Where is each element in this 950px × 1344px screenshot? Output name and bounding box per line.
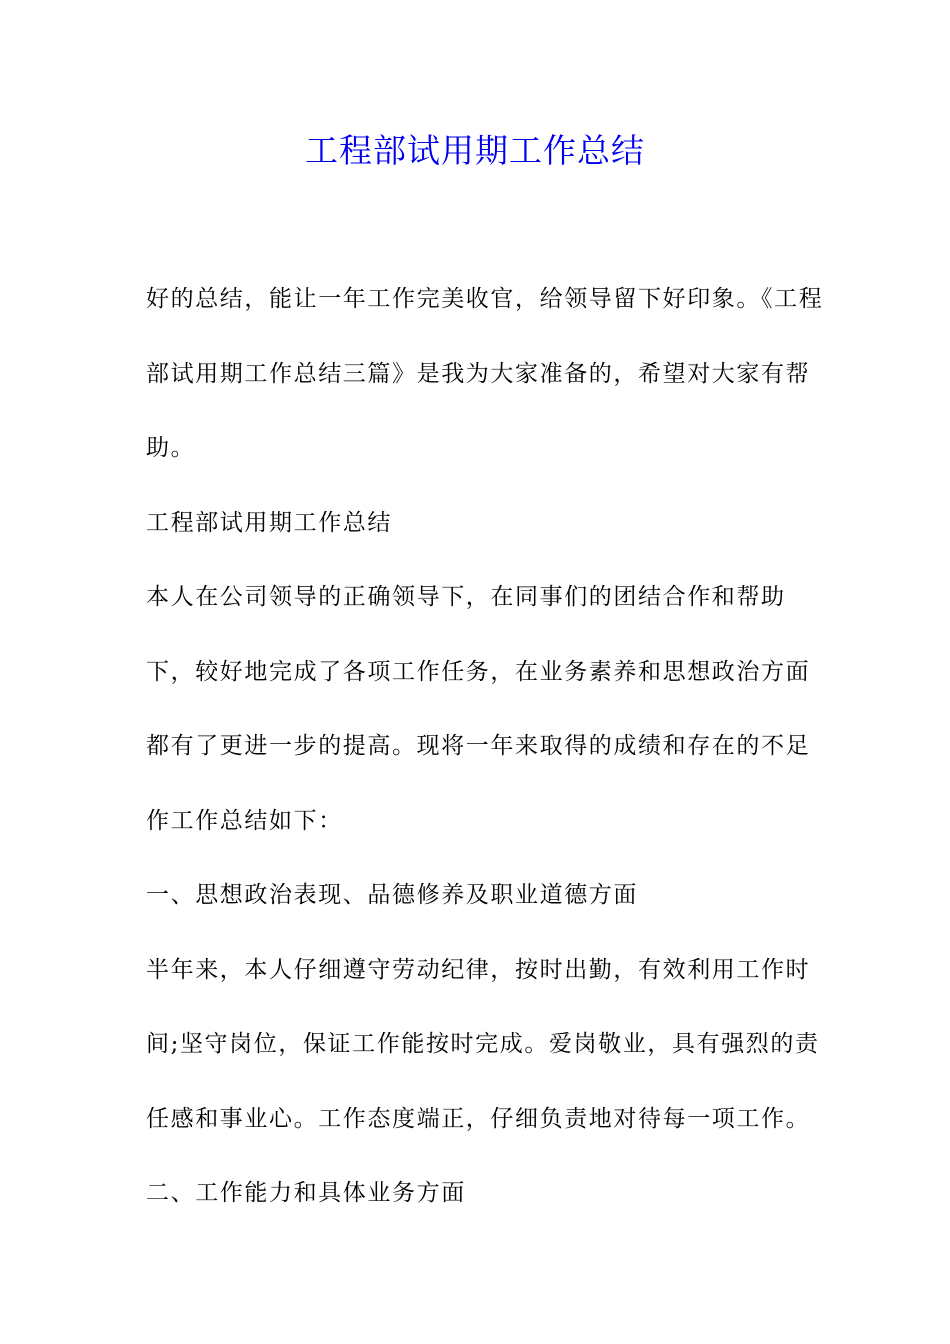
intro-paragraph: 好的总结，能让一年工作完美收官，给领导留下好印象。《工程部试用期工作总结三篇》是我为大家准备的，希望对大家有帮助。 — [146, 286, 824, 461]
document-title: 工程部试用期工作总结 — [305, 131, 645, 170]
body-paragraph: 本人在公司领导的正确领导下，在同事们的团结合作和帮助下，较好地完成了各项工作任务，在业务素养和思想政治方面都有了更进一步的提高。现将一年来取得的成绩和存在的不足作工作总结如下： — [146, 584, 811, 834]
section-heading: 一、思想政治表现、品德修养及职业道德方面 — [146, 882, 638, 908]
section-heading: 工程部试用期工作总结 — [146, 509, 392, 536]
section-heading: 二、工作能力和具体业务方面 — [146, 1180, 466, 1206]
document-body — [146, 262, 826, 1231]
body-paragraph: 半年来，本人仔细遵守劳动纪律，按时出勤，有效利用工作时间;坚守岗位，保证工作能按时完成。爱岗敬业，具有强烈的责任感和事业心。工作态度端正，仔细负责地对待每一项工作。 — [146, 956, 820, 1132]
